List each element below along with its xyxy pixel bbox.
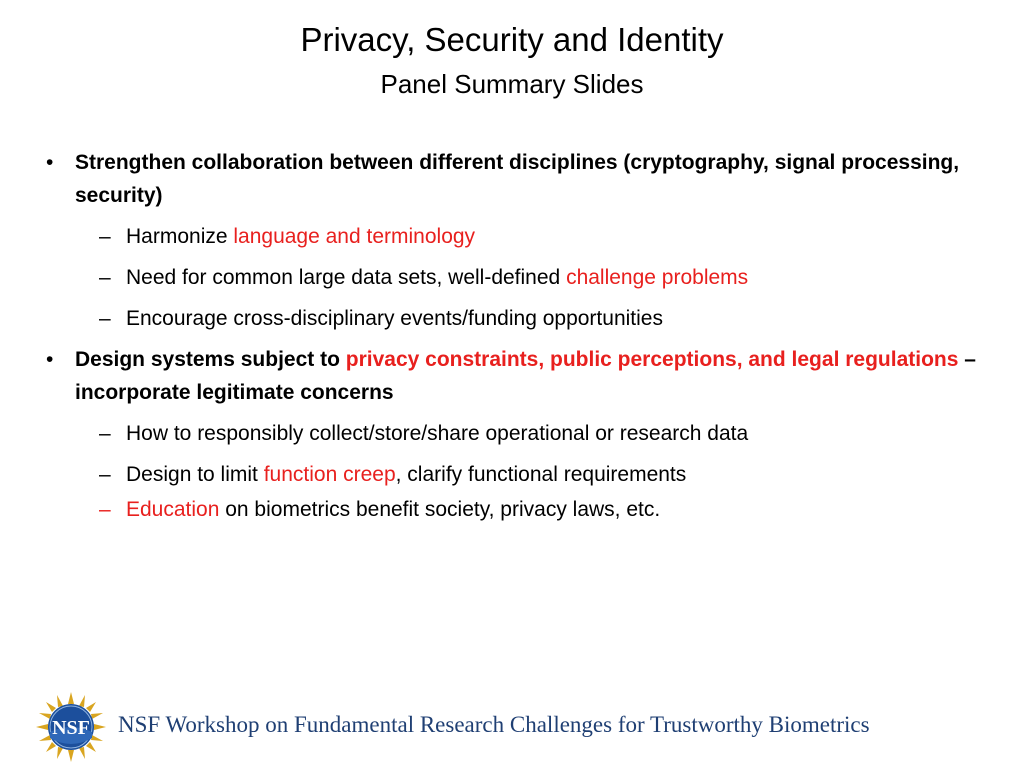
dash-marker: – bbox=[99, 266, 111, 289]
dash-marker: – bbox=[99, 307, 111, 330]
sub-text: How to responsibly collect/store/share operational or research data bbox=[126, 422, 749, 445]
dash-marker: – bbox=[99, 422, 111, 445]
bullet-item bbox=[40, 146, 1000, 212]
footer-text: NSF Workshop on Fundamental Research Challenges for Trustworthy Biometrics bbox=[118, 712, 870, 737]
bullet-text: Strengthen collaboration between different disciplines (cryptography, signal processing, security) bbox=[75, 151, 960, 207]
bullet-text-end: – incorporate legitimate concerns bbox=[75, 348, 976, 404]
dash-marker: – bbox=[99, 498, 111, 521]
slide-content bbox=[40, 146, 1000, 526]
sub-item bbox=[40, 417, 1000, 450]
sub-text-end: on biometrics benefit society, privacy laws, etc. bbox=[219, 498, 661, 521]
sub-item bbox=[40, 493, 1000, 526]
sub-text: Encourage cross-disciplinary events/funding opportunities bbox=[126, 307, 663, 330]
sub-text: Harmonize bbox=[126, 225, 234, 248]
sub-text: Design to limit bbox=[126, 463, 264, 486]
slide-title: Privacy, Security and Identity bbox=[300, 21, 724, 58]
slide-footer bbox=[36, 692, 996, 762]
slide-subtitle: Panel Summary Slides bbox=[380, 69, 644, 99]
logo-text: NSF bbox=[52, 717, 90, 739]
sub-highlight: language and terminology bbox=[233, 225, 476, 248]
sub-text-end: , clarify functional requirements bbox=[395, 463, 687, 486]
sub-highlight: function creep bbox=[263, 463, 396, 486]
bullet-text: Design systems subject to bbox=[75, 348, 346, 371]
sub-item bbox=[40, 458, 1000, 491]
dash-marker: – bbox=[99, 463, 111, 486]
bullet-marker: • bbox=[46, 348, 54, 371]
bullet-highlight: privacy constraints, public perceptions, and legal regulations bbox=[345, 348, 959, 371]
bullet-item bbox=[40, 343, 1000, 409]
sub-item bbox=[40, 261, 1000, 294]
sub-item bbox=[40, 302, 1000, 335]
sub-highlight: Education bbox=[126, 498, 220, 521]
dash-marker: – bbox=[99, 225, 111, 248]
nsf-logo bbox=[36, 692, 106, 762]
sub-text: Need for common large data sets, well-defined bbox=[126, 266, 567, 289]
sub-highlight: challenge problems bbox=[566, 266, 749, 289]
bullet-marker: • bbox=[46, 151, 54, 174]
sub-item bbox=[40, 220, 1000, 253]
